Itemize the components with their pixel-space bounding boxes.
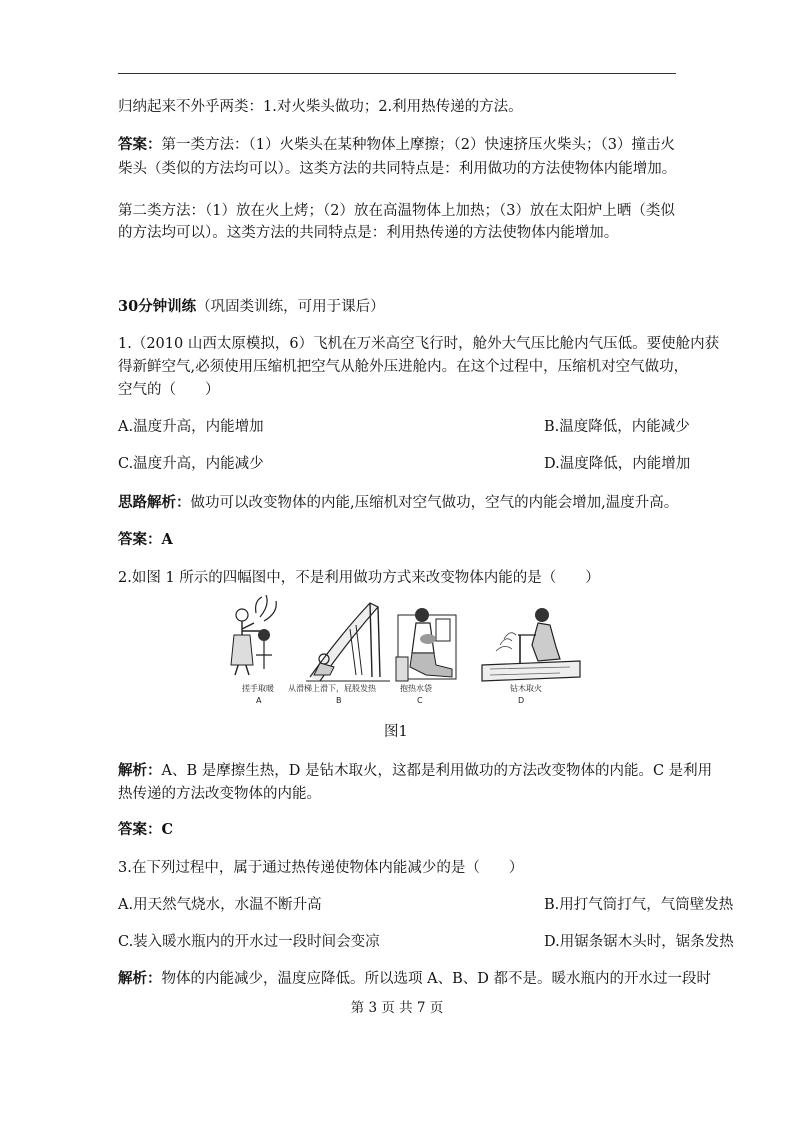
answer-label: 答案： [118,136,162,153]
method2-line1: 第二类方法：（1）放在火上烤；（2）放在高温物体上加热；（3）放在太阳炉上晒（类似 [118,203,675,219]
page-footer: 第 3 页 共 7 页 [350,1000,444,1016]
q1-analysis-label: 思路解析： [118,494,191,511]
q2-analysis-line2: 热传递的方法改变物体的内能。 [118,786,321,802]
figure-panel-c-illustration [396,608,456,681]
q1-stem-line1: 1.（2010 山西太原模拟，6）飞机在万米高空飞行时，舱外大气压比舱内气压低。要使舱内获 [118,336,720,352]
q1-stem-line2: 得新鲜空气,必须使用压缩机把空气从舱外压进舱内。在这个过程中，压缩机对空气做功， [118,359,689,375]
figure-letter-a: A [256,696,262,705]
q3-options-row2 [118,931,734,953]
q3-option-d: D.用锯条锯木头时，锯条发热 [544,934,734,950]
q1-options-row1 [118,416,690,438]
answer-text: 第一类方法：（1）火柴头在某种物体上摩擦；（2）快速挤压火柴头；（3）撞击火 [161,137,675,153]
q3-analysis [118,968,711,990]
q2-analysis-line1 [118,760,713,782]
q1-options-row2 [118,453,691,475]
q3-analysis-label: 解析： [118,970,162,987]
q1-analysis [118,492,678,514]
q1-option-c: C.温度升高，内能减少 [118,456,264,472]
figure-caption-d: 钻木取火 [510,684,542,693]
figure-label: 图1 [384,724,408,740]
figure-panel-d-illustration [482,608,580,681]
figure-caption-b: 从滑梯上滑下，屁股发热 [288,684,376,693]
q3-analysis-text: 物体的内能减少，温度应降低。所以选项 A、B、D 都不是。暖水瓶内的开水过一段时 [161,971,711,987]
figure-1 [220,595,590,710]
answer-paragraph-line1 [118,134,678,156]
q3-stem: 3.在下列过程中，属于通过热传递使物体内能减少的是（ ） [118,860,524,876]
figure-caption-a: 搓手取暖 [242,684,274,693]
q2-analysis-label: 解析： [118,762,162,779]
q3-option-c: C.装入暖水瓶内的开水过一段时间会变凉 [118,934,380,950]
method2-line2: 的方法均可以）。这类方法的共同特点是：利用热传递的方法使物体内能增加。 [118,225,619,241]
q1-analysis-text: 做功可以改变物体的内能,压缩机对空气做功，空气的内能会增加,温度升高。 [190,495,679,511]
q3-option-a: A.用天然气烧水，水温不断升高 [118,897,322,913]
figure-letter-d: D [518,696,525,705]
figure-letter-c: C [417,696,423,705]
paragraph-summary: 归纳起来不外乎两类：1.对火柴头做功；2.利用热传递的方法。 [118,99,523,115]
q1-option-b: B.温度降低，内能减少 [544,419,690,435]
q3-options-row1 [118,894,734,916]
section-heading [118,296,678,318]
section-note: （巩固类训练，可用于课后） [196,299,385,315]
q2-analysis-text: A、B 是摩擦生热，D 是钻木取火，这都是利用做功的方法改变物体的内能。C 是利用 [161,763,713,779]
q1-option-a: A.温度升高，内能增加 [118,419,264,435]
q1-answer: 答案：A [118,531,173,548]
figure-panel-b-illustration [306,603,390,681]
q2-stem: 2.如图 1 所示的四幅图中，不是利用做功方式来改变物体内能的是（ ） [118,570,600,586]
q1-stem-line3: 空气的（ ） [118,382,220,398]
header-rule [118,73,676,74]
q1-option-d: D.温度降低，内能增加 [544,456,691,472]
figure-panel-a-illustration [231,595,276,675]
q2-answer: 答案：C [118,821,174,838]
section-title: 30分钟训练 [118,298,197,315]
q3-option-b: B.用打气筒打气，气筒壁发热 [544,897,734,913]
answer-paragraph-line2: 柴头（类似的方法均可以）。这类方法的共同特点是：利用做功的方法使物体内能增加。 [118,161,677,177]
figure-letter-b: B [336,696,342,705]
figure-caption-c: 抱热水袋 [400,684,432,693]
